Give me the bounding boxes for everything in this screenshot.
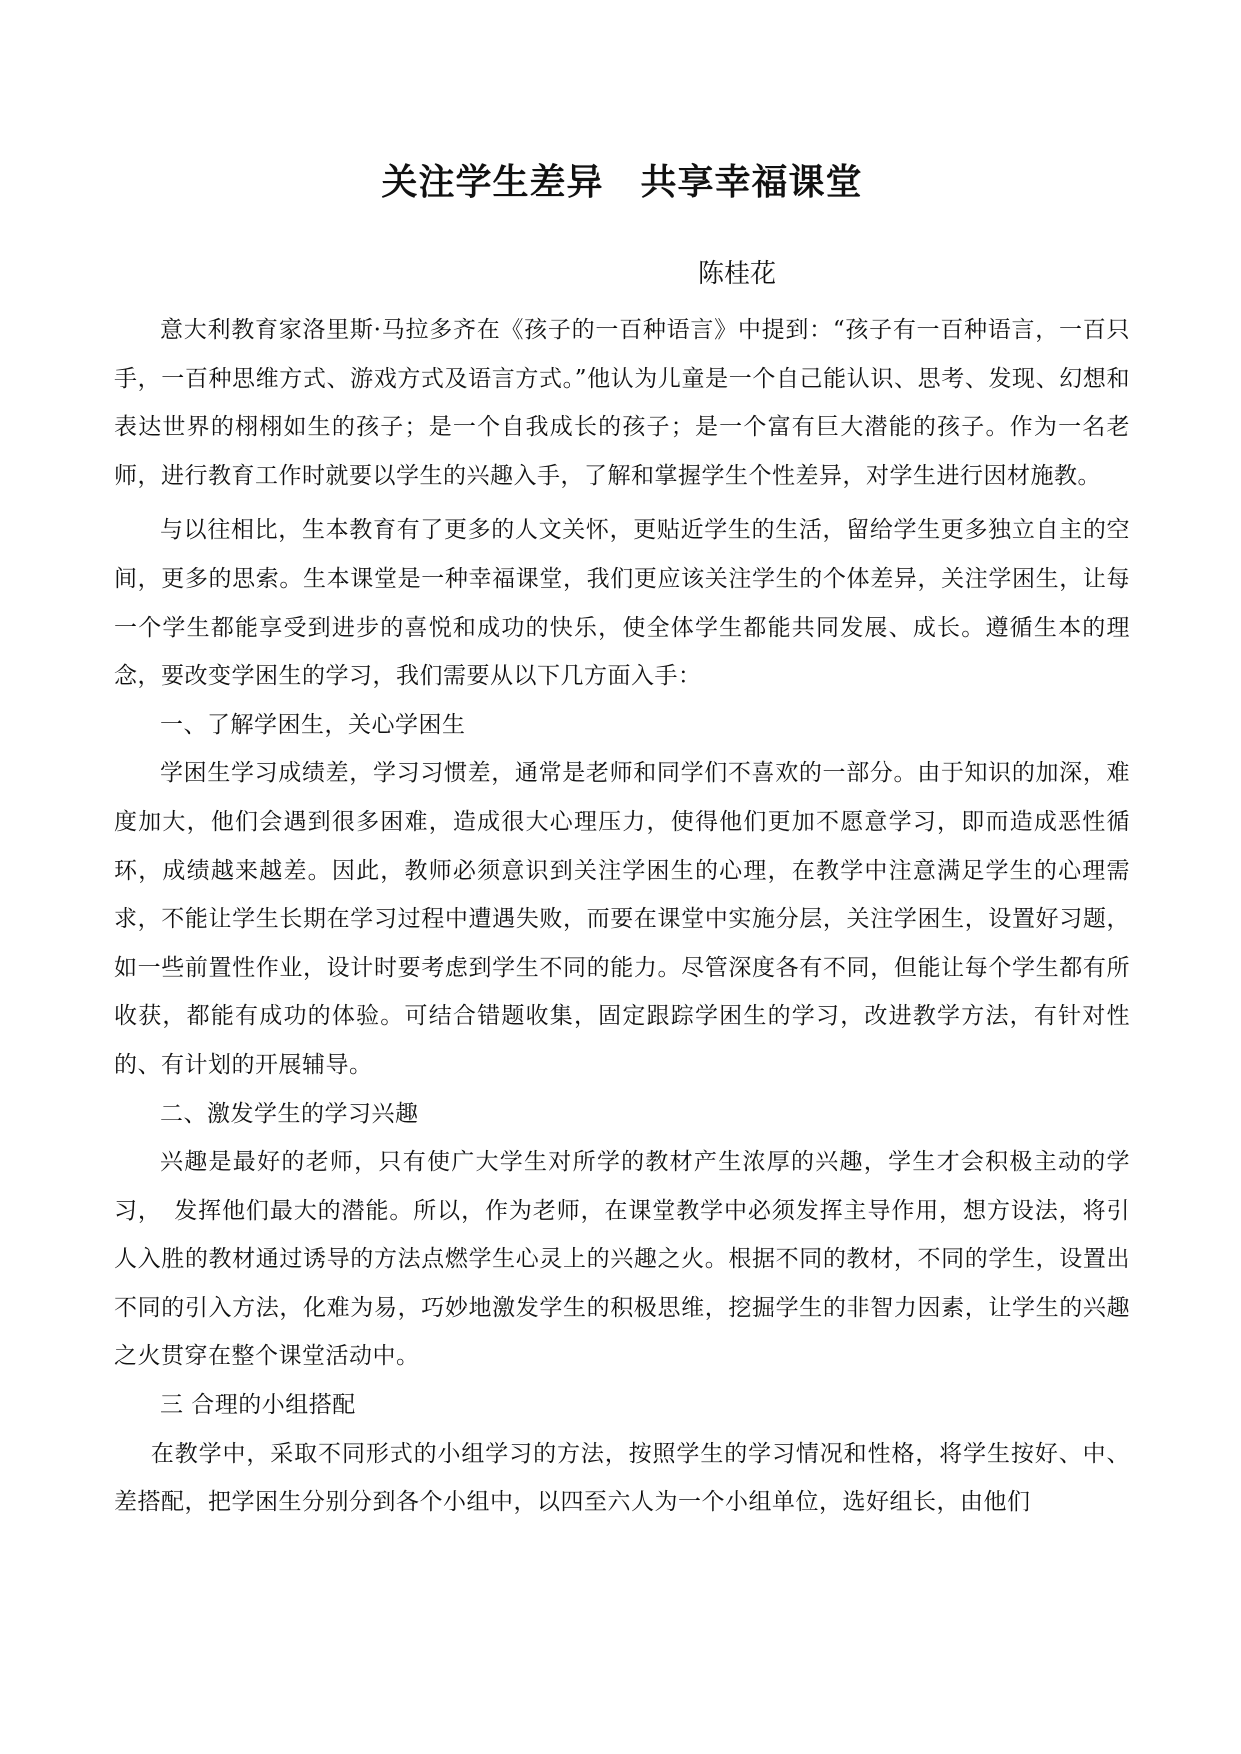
document-body (114, 306, 1130, 1527)
document-title: 关注学生差异 共享幸福课堂 (381, 162, 863, 203)
section-2-paragraph: 兴趣是最好的老师，只有使广大学生对所学的教材产生浓厚的兴趣，学生才会积极主动的学习， 发挥他们最大的潜能。所以，作为老师，在课堂教学中必须发挥主导作用，想方设法，将引人入胜的教材通过诱导的方法点燃学生心灵上的兴趣之火。根据不同的教材，不同的学生，设置出不同的引入方法，化难为易，巧妙地激发学生的积极思维，挖掘学生的非智力因素，让学生的兴趣之火贯穿在整个课堂活动中。 (114, 1149, 1130, 1370)
second-paragraph: 与以往相比，生本教育有了更多的人文关怀，更贴近学生的生活，留给学生更多独立自主的空间，更多的思索。生本课堂是一种幸福课堂，我们更应该关注学生的个体差异，关注学困生，让每一个学生都能享受到进步的喜悦和成功的快乐，使全体学生都能共同发展、成长。遵循生本的理念，要改变学困生的学习，我们需要从以下几方面入手： (114, 517, 1130, 690)
section-3-heading: 三 合理的小组搭配 (160, 1392, 356, 1419)
section-1-heading: 一、了解学困生，关心学困生 (160, 711, 466, 738)
intro-paragraph: 意大利教育家洛里斯·马拉多齐在《孩子的一百种语言》中提到：“孩子有一百种语言，一百只手，一百种思维方式、游戏方式及语言方式。”他认为儿童是一个自己能认识、思考、发现、幻想和表达世界的栩栩如生的孩子；是一个自我成长的孩子；是一个富有巨大潜能的孩子。作为一名老师，进行教育工作时就要以学生的兴趣入手，了解和掌握学生个性差异，对学生进行因材施教。 (114, 317, 1130, 489)
section-3-paragraph: 在教学中，采取不同形式的小组学习的方法，按照学生的学习情况和性格，将学生按好、中、差搭配，把学困生分别分到各个小组中，以四至六人为一个小组单位，选好组长，由他们 (114, 1440, 1130, 1516)
section-1-paragraph: 学困生学习成绩差，学习习惯差，通常是老师和同学们不喜欢的一部分。由于知识的加深，难度加大，他们会遇到很多困难，造成很大心理压力，使得他们更加不愿意学习，即而造成恶性循环，成绩越来越差。因此，教师必须意识到关注学困生的心理，在教学中注意满足学生的心理需求，不能让学生长期在学习过程中遭遇失败，而要在课堂中实施分层，关注学困生，设置好习题，如一些前置性作业，设计时要考虑到学生不同的能力。尽管深度各有不同，但能让每个学生都有所收获，都能有成功的体验。可结合错题收集，固定跟踪学困生的学习，改进教学方法，有针对性的、有计划的开展辅导。 (114, 760, 1130, 1078)
author-name: 陈桂花 (697, 259, 776, 289)
section-2-heading: 二、激发学生的学习兴趣 (160, 1100, 419, 1127)
